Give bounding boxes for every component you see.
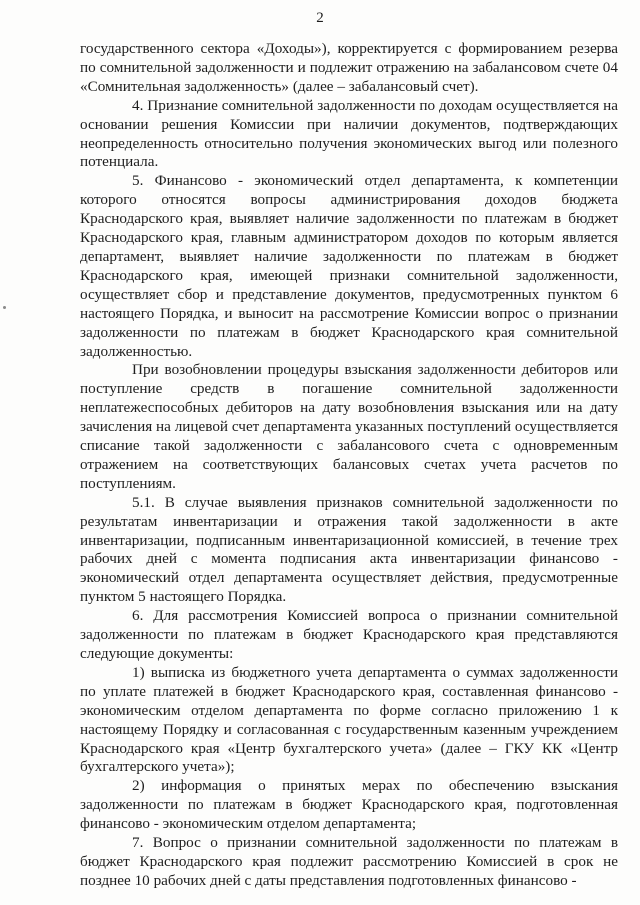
paragraph-continuation: государственного сектора «Доходы»), корректируется с формированием резерва по сомнительной задолженности и подлежит отражению на забалансовом счете 04 «Сомнительная задолженность» (далее – забалансовый счет).: [80, 40, 618, 95]
paragraph-resumption: При возобновлении процедуры взыскания задолженности дебиторов или поступление средств в погашение сомнительной задолженности неплатежеспособных дебиторов на дату возобновления взыскания или на дату зачисления на лицевой счет департамента указанных поступлений осуществляется списание такой задолженности с забалансового счета с одновременным отражением на соответствующих балансовых счетах учета расчетов по поступлениям.: [80, 361, 618, 492]
paragraph-item-4: 4. Признание сомнительной задолженности по доходам осуществляется на основании решения Комиссии при наличии документов, подтверждающих неопределенность относительно получения экономических выгод или полезного потенциала.: [80, 96, 618, 171]
paragraph-item-5: 5. Финансово - экономический отдел департамента, к компетенции которого относятся вопросы администрирования доходов бюджета Краснодарского края, выявляет наличие задолженности по платежам в бюджет Краснодарского края, главным администратором доходов по которым является департамент, выявляет наличие задолженности по платежам в бюджет Краснодарского края, имеющей признаки сомнительной задолженности, осуществляет сбор и представление документов, предусмотренных пунктом 6 настоящего Порядка, и выносит на рассмотрение Комиссии вопрос о признании задолженности по платежам в бюджет Краснодарского края сомнительной задолженностью.: [80, 172, 618, 360]
paragraph-item-6-sub-2: 2) информация о принятых мерах по обеспечению взыскания задолженности по платежам в бюджет Краснодарского края, подготовленная финансово - экономическим отделом департамента;: [80, 777, 618, 833]
paragraph-item-7: 7. Вопрос о признании сомнительной задолженности по платежам в бюджет Краснодарского края подлежит рассмотрению Комиссией в срок не позднее 10 рабочих дней с даты представления подготовленных финансово -: [80, 834, 618, 889]
paragraph-item-5-1: 5.1. В случае выявления признаков сомнительной задолженности по результатам инвентаризации и отражения такой задолженности в акте инвентаризации, подписанным инвентаризационной комиссией, в течение трех рабочих дней с момента подписания акта инвентаризации финансово - экономический отдел департамента осуществляет действия, предусмотренные пунктом 5 настоящего Порядка.: [80, 493, 618, 606]
scan-margin-mark: [3, 306, 6, 309]
document-body: [80, 40, 618, 891]
page-number: 2: [316, 10, 324, 26]
paragraph-item-6: 6. Для рассмотрения Комиссией вопроса о признании сомнительной задолженности по платежам в бюджет Краснодарского края представляются следующие документы:: [80, 607, 618, 662]
paragraph-item-6-sub-1: 1) выписка из бюджетного учета департамента о суммах задолженности по уплате платежей в бюджет Краснодарского края, составленная финансово - экономическим отделом департамента по форме согласно приложению 1 к настоящему Порядку и согласованная с государственным казенным учреждением Краснодарского края «Центр бухгалтерского учета» (далее – ГКУ КК «Центр бухгалтерского учета»);: [80, 663, 618, 776]
